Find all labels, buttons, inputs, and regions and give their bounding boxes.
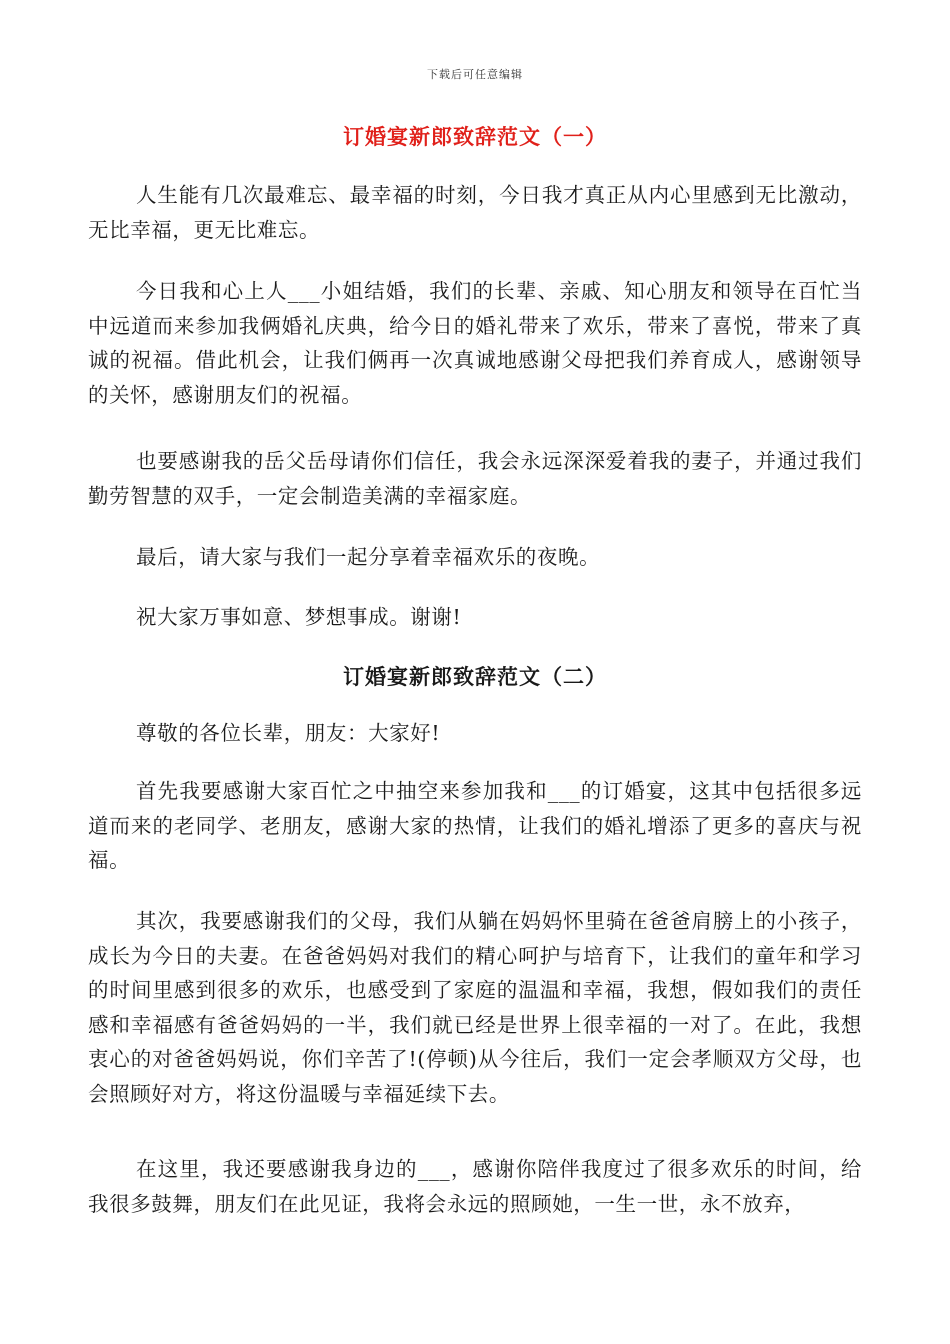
section1-paragraph-4: 最后，请大家与我们一起分享着幸福欢乐的夜晚。 [136,545,601,569]
section1-paragraph-1: 人生能有几次最难忘、最幸福的时刻，今日我才真正从内心里感到无比激动，无比幸福，更无比难忘。 [88,183,862,242]
section1-paragraph-3: 也要感谢我的岳父岳母请你们信任，我会永远深深爱着我的妻子，并通过我们勤劳智慧的双手，一定会制造美满的幸福家庭。 [88,449,862,508]
section1-paragraph-5: 祝大家万事如意、梦想事成。谢谢! [136,605,462,629]
section2-paragraph-3: 其次，我要感谢我们的父母，我们从躺在妈妈怀里骑在爸爸肩膀上的小孩子，成长为今日的夫妻。在爸爸妈妈对我们的精心呵护与培育下，让我们的童年和学习的时间里感到很多的欢乐，也感受到了家庭的温温和幸福，我想，假如我们的责任感和幸福感有爸爸妈妈的一半，我们就已经是世界上很幸福的一对了。在此，我想衷心的对爸爸妈妈说，你们辛苦了!(停顿)从今往后，我们一定会孝顺双方父母，也会照顾好对方，将这份温暖与幸福延续下去。 [88,909,862,1106]
section2-paragraph-2: 首先我要感谢大家百忙之中抽空来参加我和___的订婚宴，这其中包括很多远道而来的老同学、老朋友，感谢大家的热情，让我们的婚礼增添了更多的喜庆与祝福。 [88,779,862,872]
section1-title: 订婚宴新郎致辞范文（一） [343,124,607,149]
section1-paragraph-2: 今日我和心上人___小姐结婚，我们的长辈、亲戚、知心朋友和领导在百忙当中远道而来参加我俩婚礼庆典，给今日的婚礼带来了欢乐，带来了喜悦，带来了真诚的祝福。借此机会，让我们俩再一次真诚地感谢父母把我们养育成人，感谢领导的关怀，感谢朋友们的祝福。 [88,279,862,407]
section2-title: 订婚宴新郎致辞范文（二） [343,664,607,689]
section2-paragraph-1: 尊敬的各位长辈，朋友：大家好! [136,721,441,745]
header-note: 下载后可任意编辑 [427,68,523,81]
section2-paragraph-4: 在这里，我还要感谢我身边的___，感谢你陪伴我度过了很多欢乐的时间，给我很多鼓舞，朋友们在此见证，我将会永远的照顾她，一生一世，永不放弃， [88,1157,862,1216]
